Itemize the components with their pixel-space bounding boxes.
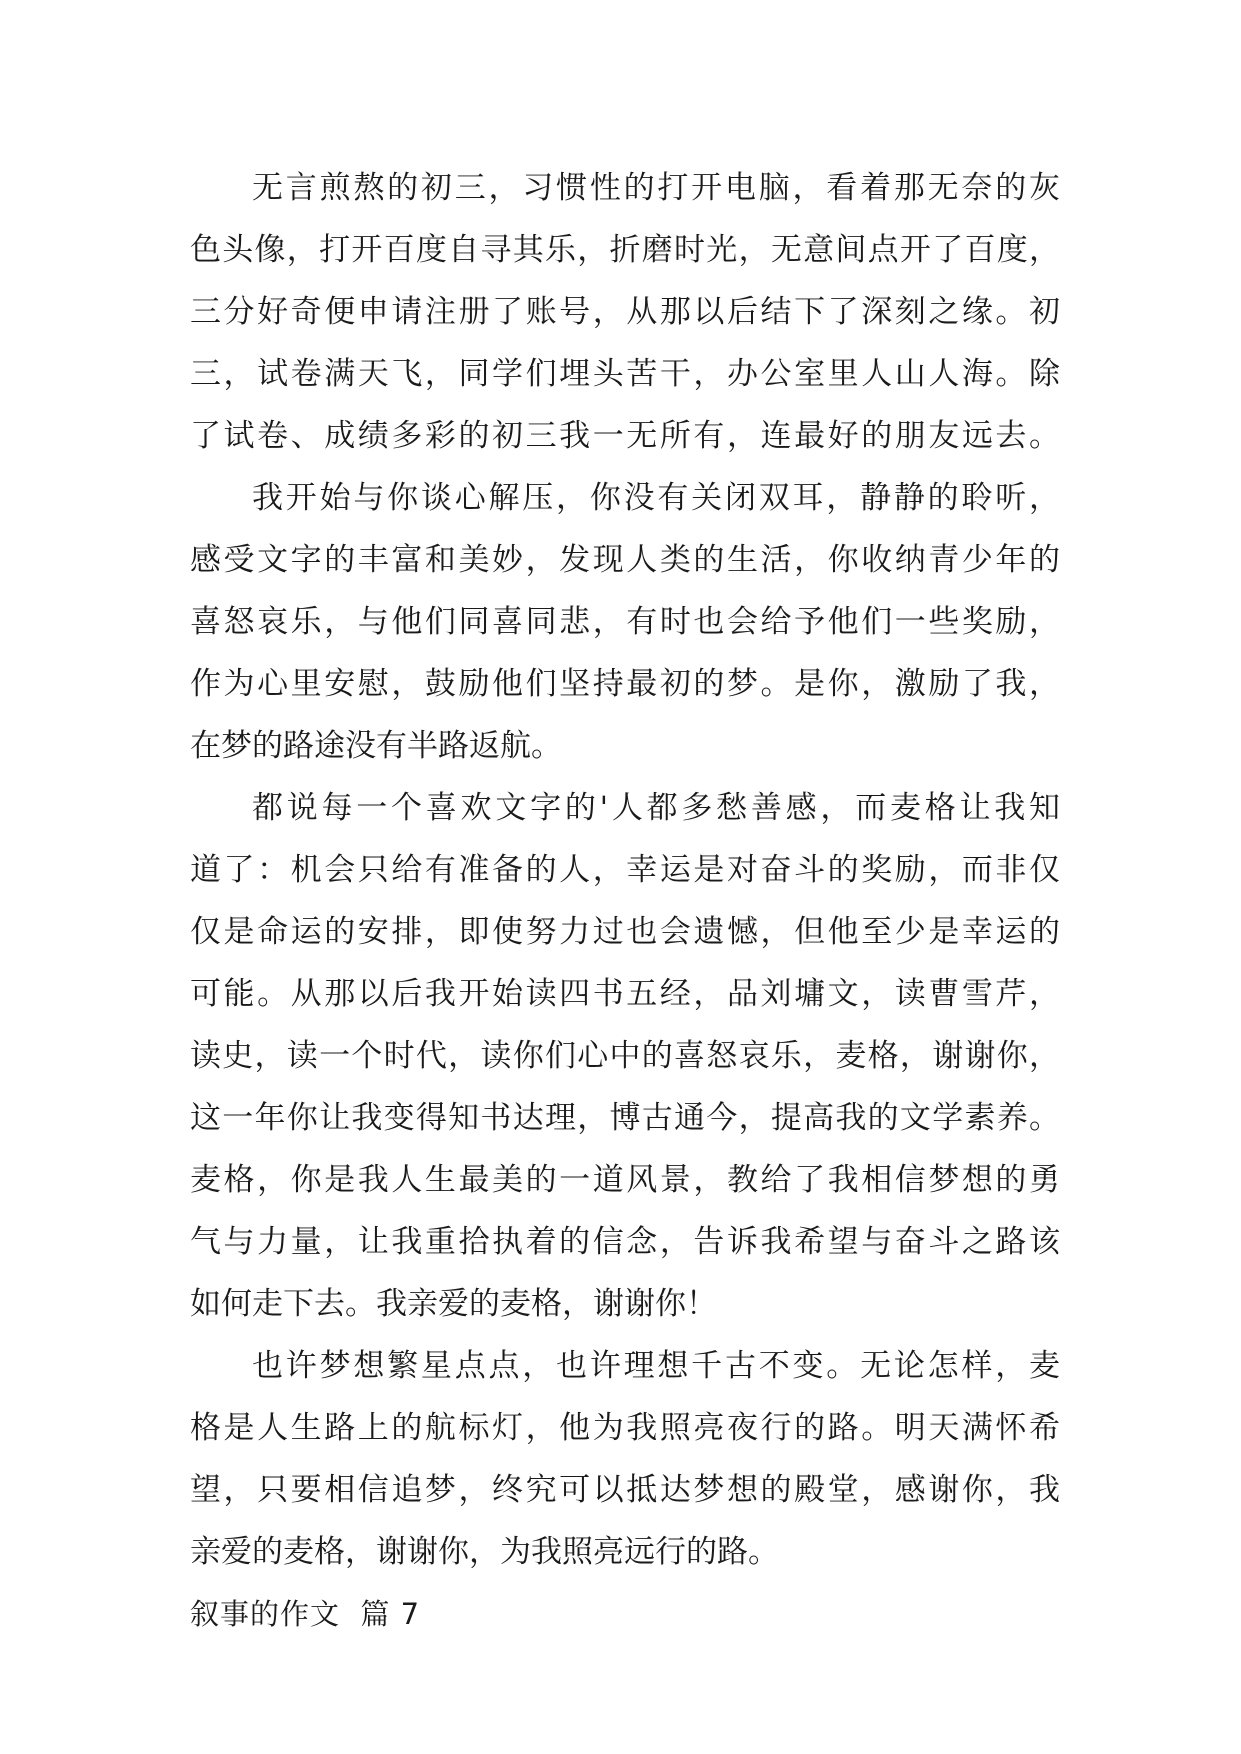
paragraph-3	[190, 777, 1060, 1335]
text-line: 作为心里安慰，鼓励他们坚持最初的梦。是你，激励了我，	[190, 666, 1060, 702]
text-line: 色头像，打开百度自寻其乐，折磨时光，无意间点开了百度，	[190, 232, 1060, 268]
text-line: 望，只要相信追梦，终究可以抵达梦想的殿堂，感谢你，我	[190, 1472, 1060, 1508]
text-line: 感受文字的丰富和美妙，发现人类的生活，你收纳青少年的	[190, 542, 1060, 578]
text-line: 格是人生路上的航标灯，他为我照亮夜行的路。明天满怀希	[190, 1410, 1060, 1446]
text-line: 如何走下去。我亲爱的麦格，谢谢你！	[190, 1286, 717, 1322]
section-heading: 叙事的作文 篇 7	[190, 1597, 421, 1631]
text-line: 麦格，你是我人生最美的一道风景，教给了我相信梦想的勇	[190, 1162, 1060, 1198]
text-line: 仅是命运的安排，即使努力过也会遗憾，但他至少是幸运的	[190, 914, 1060, 950]
text-line: 三分好奇便申请注册了账号，从那以后结下了深刻之缘。初	[190, 294, 1060, 330]
paragraph-1	[190, 157, 1060, 467]
document-page	[190, 157, 1060, 1645]
text-line: 亲爱的麦格，谢谢你，为我照亮远行的路。	[190, 1534, 779, 1570]
text-line: 道了：机会只给有准备的人，幸运是对奋斗的奖励，而非仅	[190, 852, 1060, 888]
text-line: 可能。从那以后我开始读四书五经，品刘墉文，读曹雪芹，	[190, 976, 1060, 1012]
text-line: 三，试卷满天飞，同学们埋头苦干，办公室里人山人海。除	[190, 356, 1060, 392]
text-line: 也许梦想繁星点点，也许理想千古不变。无论怎样，麦	[252, 1348, 1060, 1384]
text-line: 都说每一个喜欢文字的'人都多愁善感，而麦格让我知	[252, 790, 1060, 826]
text-line: 气与力量，让我重拾执着的信念，告诉我希望与奋斗之路该	[190, 1224, 1060, 1260]
text-line: 了试卷、成绩多彩的初三我一无所有，连最好的朋友远去。	[190, 418, 1060, 454]
text-line: 在梦的路途没有半路返航。	[190, 728, 562, 764]
text-line: 这一年你让我变得知书达理，博古通今，提高我的文学素养。	[190, 1100, 1060, 1136]
text-line: 无言煎熬的初三，习惯性的打开电脑，看着那无奈的灰	[252, 170, 1060, 206]
paragraph-4	[190, 1335, 1060, 1583]
text-line: 喜怒哀乐，与他们同喜同悲，有时也会给予他们一些奖励，	[190, 604, 1060, 640]
text-line: 读史，读一个时代，读你们心中的喜怒哀乐，麦格，谢谢你，	[190, 1038, 1060, 1074]
paragraph-2	[190, 467, 1060, 777]
text-line: 我开始与你谈心解压，你没有关闭双耳，静静的聆听，	[252, 480, 1060, 516]
